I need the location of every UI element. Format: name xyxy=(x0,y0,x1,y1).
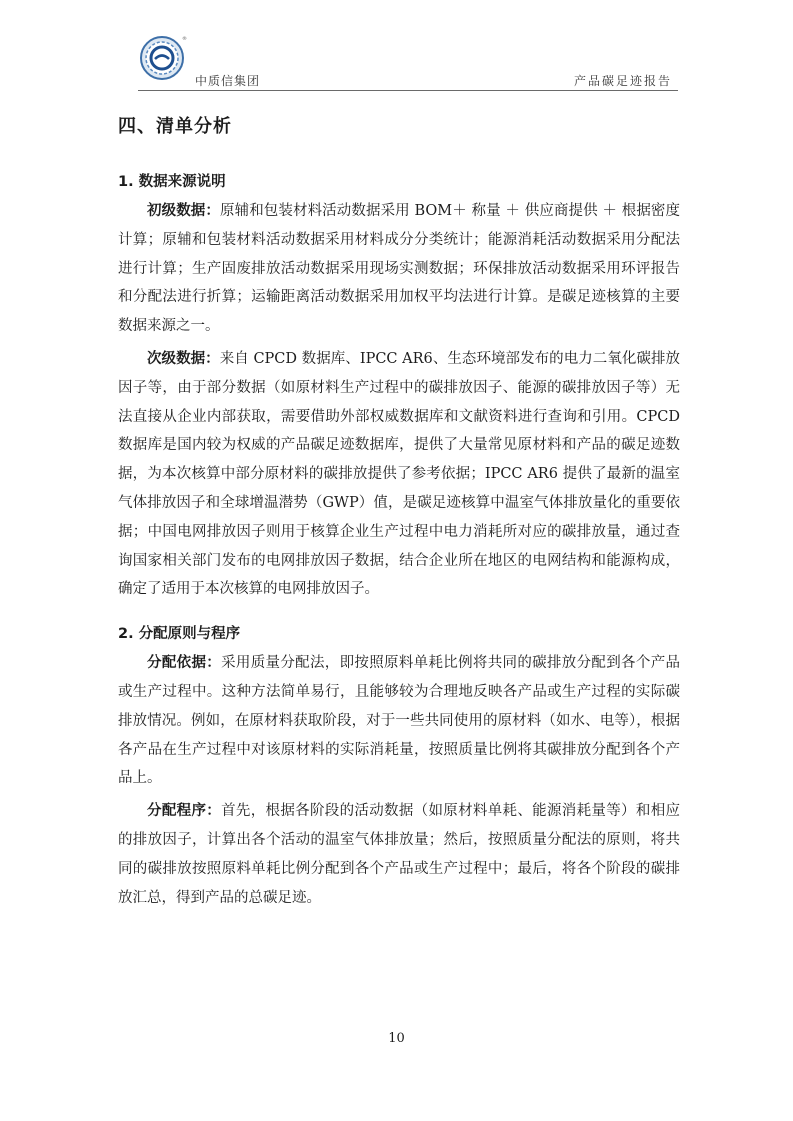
paragraph-text: 首先，根据各阶段的活动数据（如原材料单耗、能源消耗量等）和相应的排放因子，计算出各个活动的温室气体排放量；然后，按照质量分配法的原则，将共同的碳排放按照原料单耗比例分配到各个产品或生产过程中；最后，将各个阶段的碳排放汇总，得到产品的总碳足迹。 xyxy=(118,803,681,906)
paragraph-allocation-procedure xyxy=(118,797,680,912)
paragraph-secondary-data xyxy=(118,345,680,604)
paragraph-text: 来自 CPCD 数据库、IPCC AR6、生态环境部发布的电力二氧化碳排放因子等，由于部分数据（如原材料生产过程中的碳排放因子、能源的碳排放因子等）无法直接从企业内部获取，需要借助外部权威数据库和文献资料进行查询和引用。CPCD 数据库是国内较为权威的产品碳足迹数据库，提供了大量常见原材料和产品的碳足迹数据，为本次核算中部分原材料的碳排放提供了参考依据；IPCC AR6 提供了最新的温室气体排放因子和全球增温潜势（GWP）值，是碳足迹核算中温室气体排放量化的重要依据；中国电网排放因子则用于核算企业生产过程中电力消耗所对应的碳排放量，通过查询国家相关部门发布的电网排放因子数据，结合企业所在地区的电网结构和能源构成，确定了适用于本次核算的电网排放因子。 xyxy=(118,350,681,598)
organization-name: 中质信集团 xyxy=(195,74,261,88)
page-content xyxy=(118,112,680,916)
paragraph-lead: 分配依据： xyxy=(147,655,222,672)
paragraph-lead: 初级数据： xyxy=(147,203,220,219)
page-number: 10 xyxy=(388,1031,405,1046)
document-title: 产品碳足迹报告 xyxy=(573,74,672,88)
page-header xyxy=(138,30,678,91)
paragraph-allocation-basis xyxy=(118,649,680,793)
section-heading-allocation: 2. 分配原则与程序 xyxy=(118,626,241,643)
paragraph-text: 采用质量分配法，即按照原料单耗比例将共同的碳排放分配到各个产品或生产过程中。这种方法简单易行，且能够较为合理地反映各产品或生产过程的实际碳排放情况。例如，在原材料获取阶段，对于一些共同使用的原材料（如水、电等），根据各产品在生产过程中对该原材料的实际消耗量，按照质量比例将其碳排放分配到各个产品上。 xyxy=(118,655,681,787)
paragraph-lead: 分配程序： xyxy=(147,803,222,820)
svg-text:®: ® xyxy=(182,36,187,42)
section-heading-data-sources: 1. 数据来源说明 xyxy=(118,174,226,190)
paragraph-lead: 次级数据： xyxy=(147,350,220,367)
paragraph-text: 原辅和包装材料活动数据采用 BOM＋ 称量 ＋ 供应商提供 ＋ 根据密度计算；原辅和包装材料活动数据采用材料成分分类统计；能源消耗活动数据采用分配法进行计算；生产固废排放活动数据采用现场实测数据；环保排放活动数据采用环评报告和分配法进行折算；运输距离活动数据采用加权平均法进行计算。是碳足迹核算的主要数据来源之一。 xyxy=(118,203,681,335)
paragraph-primary-data xyxy=(118,197,680,341)
chapter-title: 四、清单分析 xyxy=(118,116,232,137)
zzx-group-logo-icon xyxy=(138,32,188,82)
